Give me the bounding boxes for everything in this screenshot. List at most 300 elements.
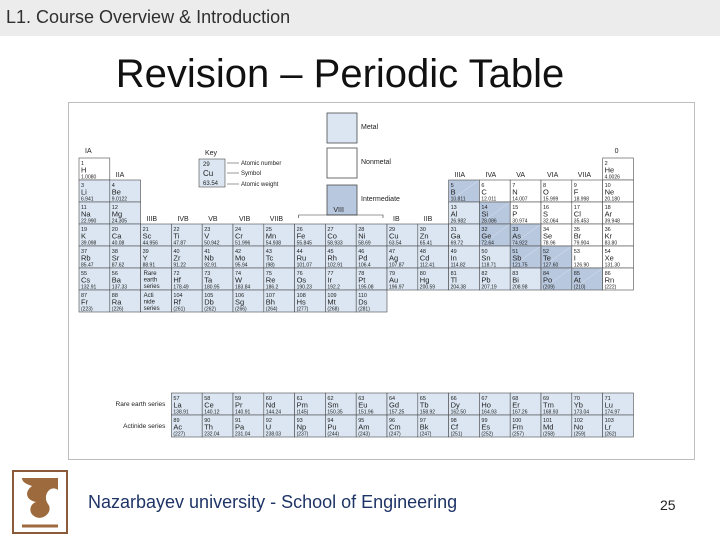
- element-N: [510, 180, 541, 203]
- atomic-number: 42: [235, 249, 242, 255]
- atomic-weight: 208.98: [512, 284, 528, 291]
- group-label-IVB: IVB: [177, 216, 189, 223]
- atomic-weight: (227): [173, 431, 186, 438]
- atomic-number: 53: [573, 249, 580, 255]
- atomic-weight: 12.011: [481, 196, 497, 203]
- lanthanide-Tm: [541, 393, 572, 416]
- element-symbol: O: [543, 187, 549, 197]
- key-label: Symbol: [241, 171, 262, 177]
- element-Mt: [325, 290, 356, 313]
- element-symbol: Kr: [604, 231, 613, 241]
- atomic-weight: 180.95: [204, 284, 220, 291]
- element-symbol: Fe: [296, 231, 306, 241]
- element-symbol: Ru: [296, 253, 307, 263]
- atomic-number: 50: [481, 249, 488, 255]
- atomic-weight: 47.87: [173, 240, 186, 247]
- element-Al: [449, 202, 480, 225]
- header-bar: [0, 0, 720, 36]
- atomic-weight: 102.91: [327, 262, 343, 269]
- group-label-0: 0: [614, 148, 619, 155]
- element-Te: [541, 246, 572, 269]
- element-Y: [141, 246, 172, 269]
- group-label-IB: IB: [393, 216, 400, 223]
- element-Rf: [171, 290, 202, 313]
- lanthanide-Lu: [603, 393, 634, 416]
- atomic-number: 62: [327, 396, 334, 402]
- atomic-weight: 167.26: [512, 409, 528, 416]
- element-symbol: Ta: [204, 275, 213, 285]
- atomic-weight: 9.0122: [111, 196, 128, 203]
- element-symbol: Ga: [450, 231, 461, 241]
- atomic-number: 94: [327, 418, 334, 424]
- element-symbol: Po: [543, 275, 553, 285]
- atomic-number: 105: [204, 293, 214, 299]
- element-Nb: [202, 246, 233, 269]
- element-symbol: Cs: [81, 275, 91, 285]
- atomic-weight: 106.4: [358, 262, 371, 269]
- atomic-weight: 58.933: [327, 240, 343, 247]
- actinide-series-label: Actinide series: [123, 423, 166, 430]
- atomic-number: 38: [111, 249, 118, 255]
- element-symbol: Eu: [358, 400, 368, 410]
- atomic-weight: 87.62: [111, 262, 125, 269]
- element-symbol: Cr: [235, 231, 243, 241]
- atomic-number: 76: [296, 271, 303, 277]
- group-label-IIIB: IIIB: [146, 216, 158, 223]
- element-Co: [325, 224, 356, 247]
- element-symbol: Hs: [296, 297, 306, 307]
- slide-title: Revision – Periodic Table: [115, 52, 565, 96]
- element-symbol: Si: [481, 209, 489, 219]
- element-symbol: Co: [327, 231, 337, 241]
- element-symbol: Ir: [327, 275, 332, 285]
- atomic-number: 11: [81, 205, 87, 211]
- atomic-number: 30: [419, 227, 426, 233]
- atomic-weight: 1.0080: [81, 174, 97, 181]
- atomic-weight: 83.80: [604, 240, 618, 247]
- atomic-number: 16: [543, 205, 550, 211]
- atomic-weight: 178.49: [173, 284, 189, 291]
- atomic-number: 69: [543, 396, 550, 402]
- element-As: [510, 224, 541, 247]
- element-W: [233, 268, 264, 291]
- atomic-number: 7: [512, 183, 516, 189]
- atomic-number: 84: [543, 271, 550, 277]
- group-label-VIB: VIB: [239, 216, 251, 223]
- element-symbol: Ge: [481, 231, 492, 241]
- element-symbol: Sm: [327, 400, 339, 410]
- group-label-IIIA: IIIA: [454, 172, 466, 179]
- atomic-number: 51: [512, 249, 519, 255]
- atomic-weight: (223): [81, 306, 93, 313]
- element-symbol: Er: [512, 400, 520, 410]
- actinide-Th: [202, 415, 233, 438]
- atomic-weight: 26.982: [450, 218, 466, 225]
- legend-intermediate-label: Intermediate: [361, 196, 400, 203]
- element-symbol: Zn: [419, 231, 429, 241]
- group-bracket-VIII: [299, 215, 383, 218]
- atomic-weight: 72.64: [481, 240, 494, 247]
- element-symbol: Bh: [265, 297, 275, 307]
- atomic-weight: 32.064: [543, 218, 559, 225]
- element-symbol: Am: [358, 422, 370, 432]
- element-P: [510, 202, 541, 225]
- element-Rh: [325, 246, 356, 269]
- atomic-number: 92: [265, 418, 272, 424]
- element-symbol: Cf: [450, 422, 459, 432]
- atomic-number: 5: [450, 183, 454, 189]
- group-label-VIA: VIA: [547, 172, 559, 179]
- atomic-weight: 91.22: [173, 262, 186, 269]
- lanthanide-Pr: [233, 393, 264, 416]
- element-symbol: Sr: [111, 253, 120, 263]
- atomic-number: 106: [235, 293, 245, 299]
- atomic-weight: (222): [604, 284, 617, 291]
- atomic-weight: 58.69: [358, 240, 371, 247]
- element-Ag: [387, 246, 418, 269]
- atomic-weight: (237): [296, 431, 309, 438]
- atomic-weight: (247): [389, 431, 401, 438]
- atomic-number: 9: [573, 183, 577, 189]
- lanthanide-Ho: [479, 393, 510, 416]
- atomic-weight: 28.086: [481, 218, 497, 225]
- atomic-number: 86: [604, 271, 611, 277]
- atomic-weight: 44.956: [142, 240, 158, 247]
- legend-nonmetal-swatch: [327, 148, 357, 178]
- atomic-number: 104: [173, 293, 183, 299]
- lanthanide-Er: [510, 393, 541, 416]
- atomic-weight: 144.24: [265, 409, 282, 416]
- atomic-number: 33: [512, 227, 519, 233]
- lanthanide-Dy: [449, 393, 480, 416]
- atomic-number: 18: [604, 205, 611, 211]
- group-label-VIIA: VIIA: [577, 172, 592, 179]
- atomic-weight: 39.098: [81, 240, 97, 247]
- element-symbol: H: [81, 165, 87, 175]
- element-symbol: Cm: [389, 422, 401, 432]
- element-symbol: Li: [81, 187, 87, 197]
- element-symbol: Np: [296, 422, 307, 432]
- element-Kr: [603, 224, 634, 247]
- element-Na: [79, 202, 110, 225]
- element-Ba: [110, 268, 141, 291]
- element-Sn: [479, 246, 510, 269]
- element-symbol: Pa: [235, 422, 245, 432]
- placeholder-text: earth: [143, 277, 158, 284]
- atomic-weight: (226): [111, 306, 124, 313]
- element-symbol: Na: [81, 209, 91, 219]
- atomic-number: 56: [111, 271, 118, 277]
- atomic-weight: 112.41: [419, 262, 435, 269]
- actinide-Cm: [387, 415, 418, 438]
- element-Cl: [572, 202, 603, 225]
- element-symbol: Os: [296, 275, 307, 285]
- element-symbol: Ds: [358, 297, 368, 307]
- element-symbol: Sg: [235, 297, 245, 307]
- element-symbol: C: [481, 187, 487, 197]
- element-Ti: [171, 224, 202, 247]
- atomic-weight: 88.91: [142, 262, 156, 269]
- atomic-weight: 121.75: [512, 262, 528, 269]
- atomic-number: 110: [358, 293, 367, 299]
- atomic-weight: 174.97: [604, 409, 620, 416]
- atomic-number: 6: [481, 183, 485, 189]
- atomic-number: 36: [604, 227, 611, 233]
- element-Ni: [356, 224, 387, 247]
- atomic-number: 81: [450, 271, 457, 277]
- element-symbol: Cu: [389, 231, 399, 241]
- atomic-weight: (261): [173, 306, 186, 313]
- atomic-weight: 114.82: [450, 262, 466, 269]
- actinide-Pa: [233, 415, 264, 438]
- element-symbol: He: [604, 165, 615, 175]
- element-symbol: Pu: [327, 422, 337, 432]
- element-Sr: [110, 246, 141, 269]
- element-Pb: [479, 268, 510, 291]
- atomic-weight: 35.453: [573, 218, 590, 225]
- element-symbol: Pd: [358, 253, 368, 263]
- atomic-number: 58: [204, 396, 211, 402]
- atomic-number: 107: [265, 293, 275, 299]
- atomic-weight: 158.92: [419, 409, 436, 416]
- element-symbol: Ca: [111, 231, 122, 241]
- element-symbol: N: [512, 187, 518, 197]
- atomic-weight: 183.84: [235, 284, 251, 291]
- element-Pt: [356, 268, 387, 291]
- atomic-number: 21: [142, 227, 149, 233]
- atomic-number: 3: [81, 183, 85, 189]
- atomic-number: 85: [573, 271, 580, 277]
- element-Ne: [603, 180, 634, 203]
- atomic-weight: (266): [235, 306, 247, 313]
- atomic-weight: 4.0026: [604, 174, 620, 181]
- element-Os: [295, 268, 326, 291]
- legend-metal-label: Metal: [361, 124, 379, 131]
- group-label-VIIB: VIIB: [269, 216, 284, 223]
- atomic-weight: 85.47: [81, 262, 94, 269]
- element-C: [479, 180, 510, 203]
- element-Zn: [418, 224, 449, 247]
- element-symbol: Mt: [327, 297, 336, 307]
- element-symbol: Ra: [111, 297, 122, 307]
- element-Sb: [510, 246, 541, 269]
- atomic-weight: 18.998: [573, 196, 590, 203]
- atomic-weight: 140.91: [235, 409, 251, 416]
- element-He: [603, 158, 634, 181]
- series-placeholder: [141, 290, 172, 312]
- atomic-weight: 65.41: [419, 240, 433, 247]
- element-Si: [479, 202, 510, 225]
- atomic-number: 101: [543, 418, 553, 424]
- element-Li: [79, 180, 110, 203]
- atomic-weight: 30.974: [512, 218, 528, 225]
- atomic-number: 32: [481, 227, 488, 233]
- atomic-number: 80: [419, 271, 426, 277]
- atomic-number: 109: [327, 293, 337, 299]
- element-Xe: [603, 246, 634, 269]
- element-Mg: [110, 202, 141, 225]
- element-symbol: Rb: [81, 253, 91, 263]
- element-symbol: Br: [573, 231, 582, 241]
- course-title: L1. Course Overview & Introduction: [6, 7, 291, 27]
- group-label-IVA: IVA: [485, 172, 497, 179]
- atomic-weight: 101.07: [296, 262, 312, 269]
- element-symbol: W: [235, 275, 243, 285]
- atomic-weight: 69.72: [450, 240, 464, 247]
- atomic-weight: 118.71: [481, 262, 497, 269]
- atomic-weight: 54.938: [265, 240, 282, 247]
- element-K: [79, 224, 110, 247]
- element-Cr: [233, 224, 264, 247]
- actinide-Lr: [603, 415, 634, 438]
- lanthanide-Eu: [356, 393, 387, 416]
- lanthanide-Nd: [264, 393, 295, 416]
- element-symbol: Rh: [327, 253, 337, 263]
- element-Rb: [79, 246, 110, 269]
- element-symbol: Rn: [604, 275, 615, 285]
- key-atomic-number: 29: [203, 162, 210, 168]
- atomic-number: 88: [111, 293, 118, 299]
- atomic-number: 108: [296, 293, 306, 299]
- element-symbol: Ti: [173, 231, 180, 241]
- lanthanide-Yb: [572, 393, 603, 416]
- element-symbol: Fm: [512, 422, 524, 432]
- actinide-Bk: [418, 415, 449, 438]
- atomic-weight: 168.93: [543, 409, 559, 416]
- element-Ra: [110, 290, 141, 313]
- element-symbol: U: [265, 422, 272, 432]
- placeholder-text: Rare: [143, 271, 157, 277]
- atomic-number: 78: [358, 271, 365, 277]
- element-symbol: Au: [389, 275, 399, 285]
- element-symbol: I: [573, 253, 576, 263]
- element-F: [572, 180, 603, 203]
- element-Zr: [171, 246, 202, 269]
- element-Ds: [356, 290, 387, 313]
- atomic-weight: 79.904: [573, 240, 590, 247]
- element-Be: [110, 180, 141, 203]
- atomic-number: 68: [512, 396, 519, 402]
- placeholder-text: series: [143, 306, 160, 312]
- element-symbol: Ba: [111, 275, 121, 285]
- atomic-number: 15: [512, 205, 519, 211]
- element-symbol: Hg: [419, 275, 430, 285]
- element-symbol: Dy: [450, 400, 460, 410]
- atomic-number: 2: [604, 161, 608, 167]
- element-Ru: [295, 246, 326, 269]
- element-symbol: Zr: [173, 253, 181, 263]
- element-At: [572, 268, 603, 291]
- actinide-No: [572, 415, 603, 438]
- element-symbol: Yb: [573, 400, 583, 410]
- atomic-number: 27: [327, 227, 334, 233]
- atomic-number: 72: [173, 271, 180, 277]
- atomic-weight: 200.59: [419, 284, 436, 291]
- element-symbol: Ne: [604, 187, 615, 197]
- atomic-weight: 126.90: [573, 262, 590, 269]
- atomic-weight: 14.007: [512, 196, 528, 203]
- actinide-Ac: [171, 415, 202, 438]
- element-symbol: Rf: [173, 297, 181, 307]
- footer-university: Nazarbayev university - School of Engineering: [88, 492, 458, 512]
- element-Fe: [295, 224, 326, 247]
- element-Hg: [418, 268, 449, 291]
- element-symbol: Al: [450, 209, 458, 219]
- element-symbol: Ho: [481, 400, 491, 410]
- element-symbol: Es: [481, 422, 491, 432]
- atomic-number: 37: [81, 249, 88, 255]
- atomic-number: 13: [450, 205, 457, 211]
- group-label-IIA: IIA: [115, 172, 125, 179]
- element-Sg: [233, 290, 264, 313]
- element-symbol: Mo: [235, 253, 246, 263]
- atomic-number: 95: [358, 418, 365, 424]
- element-symbol: Lu: [604, 400, 613, 410]
- group-label-VB: VB: [208, 216, 218, 223]
- atomic-number: 49: [450, 249, 457, 255]
- element-symbol: Pt: [358, 275, 366, 285]
- element-symbol: Hf: [173, 275, 181, 285]
- lanthanide-Gd: [387, 393, 418, 416]
- atomic-number: 39: [142, 249, 149, 255]
- element-symbol: Ni: [358, 231, 366, 241]
- atomic-weight: (252): [481, 431, 494, 438]
- element-symbol: Fr: [81, 297, 89, 307]
- atomic-number: 100: [512, 418, 522, 424]
- atomic-number: 54: [604, 249, 611, 255]
- element-symbol: Tc: [265, 253, 274, 263]
- atomic-number: 41: [204, 249, 211, 255]
- atomic-number: 90: [204, 418, 211, 424]
- atomic-number: 98: [450, 418, 457, 424]
- atomic-number: 63: [358, 396, 365, 402]
- atomic-number: 29: [389, 227, 396, 233]
- atomic-weight: (257): [512, 431, 524, 438]
- actinide-Cf: [449, 415, 480, 438]
- atomic-weight: 24.305: [111, 218, 128, 225]
- atomic-number: 55: [81, 271, 88, 277]
- atomic-number: 61: [296, 396, 303, 402]
- element-Cs: [79, 268, 110, 291]
- atomic-number: 79: [389, 271, 396, 277]
- atomic-weight: (244): [327, 431, 340, 438]
- atomic-weight: 204.38: [450, 284, 466, 291]
- element-symbol: Te: [543, 253, 551, 263]
- placeholder-text: series: [143, 284, 160, 290]
- key-label: Atomic number: [241, 161, 282, 167]
- element-Cu: [387, 224, 418, 247]
- element-B: [449, 180, 480, 203]
- atomic-weight: (262): [204, 306, 216, 313]
- legend: [327, 113, 400, 215]
- group-label-IIB: IIB: [423, 216, 433, 223]
- element-symbol: Bi: [512, 275, 519, 285]
- atomic-number: 19: [81, 227, 88, 233]
- atomic-weight: 131.30: [604, 262, 620, 269]
- atomic-weight: 40.08: [111, 240, 125, 247]
- atomic-weight: 95.94: [235, 262, 248, 269]
- atomic-weight: (259): [573, 431, 586, 438]
- atomic-weight: (98): [265, 262, 275, 269]
- atomic-number: 59: [235, 396, 242, 402]
- atomic-number: 65: [419, 396, 426, 402]
- element-symbol: Cd: [419, 253, 430, 263]
- element-symbol: At: [573, 275, 581, 285]
- atomic-number: 46: [358, 249, 365, 255]
- element-Bi: [510, 268, 541, 291]
- element-symbol: Ac: [173, 422, 183, 432]
- element-symbol: Ar: [604, 209, 613, 219]
